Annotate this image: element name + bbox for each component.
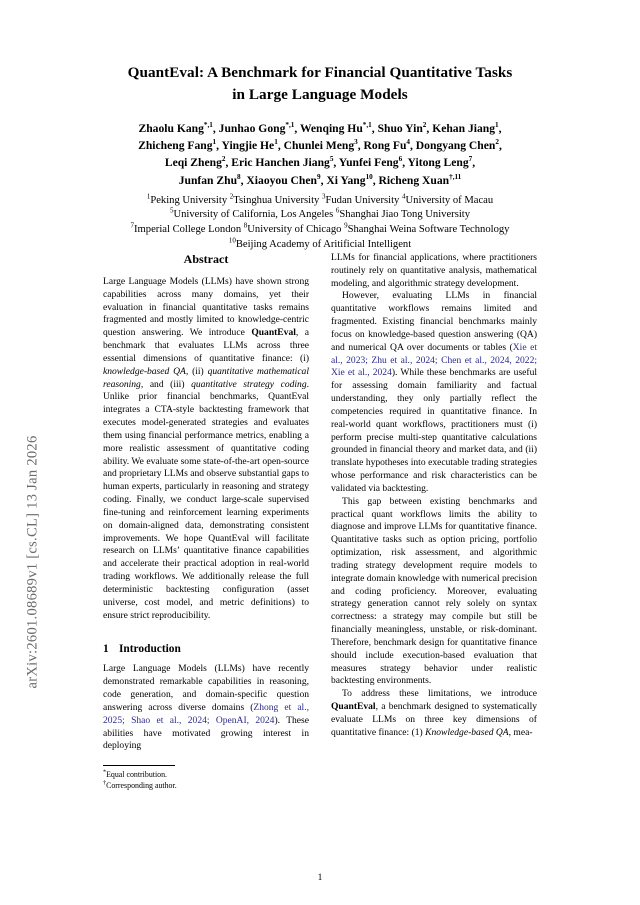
- section-heading-introduction: [103, 643, 309, 655]
- affiliation-line-1: $^1$Peking University $^2$Tsinghua University $^3$Fudan University $^4$University of Macau: [146, 192, 494, 206]
- intro-paragraph-1: Large Language Models (LLMs) have recently demonstrated remarkable capabilities in reasoning, code generation, and domain-specific question answering across diverse domains (Zhong et al., 2025; Shao et al., 2024; OpenAI, 2024). These abilities have motivated growing interest in deploying: [103, 663, 309, 752]
- title-block: [98, 62, 542, 105]
- page-number: 1: [317, 873, 323, 883]
- left-column: [103, 252, 309, 792]
- author-line-1: Zhaolu Kang$^{*,1}$, Junhao Gong$^{*,1}$, Wenqing $Hu^{*,1}$, Shuo Yin$^2$, Kehan Jiang$^1$,: [138, 121, 502, 136]
- footnote-equal-contribution: *Equal contribution.: [103, 768, 168, 780]
- abstract-heading: Abstract: [183, 252, 229, 266]
- section-number: 1: [103, 643, 109, 656]
- intro-paragraph-3: This gap between existing benchmarks and practical quant workflows limits the ability to diagnose and improve LLMs for quantitative finance. Quantitative tasks such as option pricing, portfolio optimization, risk assessment, and algorithmic trading strategy development require models to integrate domain knowledge with numerical precision and coding proficiency. Moreover, evaluating strategy generation cannot rely solely on syntax correctness: a strategy may compile but still be financially meaningless, unstable, or risk-dominant. Therefore, benchmark design for quantitative finance should include execution-based evaluation that measures strategy behavior under realistic backtesting environments.: [331, 495, 537, 687]
- affiliation-line-3: $^7$Imperial College London $^8$University of Chicago $^9$Shanghai Weina Software Technology: [130, 221, 510, 235]
- intro-paragraph-1-continued: LLMs for financial applications, where practitioners routinely rely on quantitative analysis, mathematical modeling, and algorithmic strategy development.: [331, 252, 537, 289]
- title-line-1: QuantEval: A Benchmark for Financial Quantitative Tasks: [127, 64, 513, 81]
- section-title: Introduction: [119, 643, 181, 656]
- author-line-3: Leqi Zheng$^2$, Eric Hanchen Jiang$^5$, Yunfei Feng$^6$, Yitong Leng$^7$,: [164, 155, 476, 170]
- affiliation-line-2: $^5$University of California, Los Angeles $^6$Shanghai Jiao Tong University: [169, 206, 470, 221]
- page-title: [98, 62, 542, 105]
- arxiv-identifier-stamp: arXiv:2601.08689v1 [cs.CL] 13 Jan 2026: [24, 435, 41, 689]
- footnote-separator: [103, 765, 175, 766]
- two-column-body: [0, 252, 640, 792]
- intro-paragraph-2: However, evaluating LLMs in financial quantitative workflows remains limited and fragmented. Existing financial benchmarks mainly focus on knowledge-based question answering (QA) and numerical QA over documents or tables (Xie et al., 2023; Zhu et al., 2024; Chen et al., 2024, 2022; Xie et al., 2024). While these benchmarks are useful for assessing domain familiarity and factual understanding, they only partially reflect the competencies required in quantitative finance. In real-world quant workflows, practitioners must (i) perform precise multi-step quantitative calculations grounded in financial theory and market data, and (ii) translate hypotheses into executable trading strategies whose performance and risk characteristics can be validated via backtesting.: [331, 290, 538, 494]
- author-list: [58, 120, 582, 189]
- intro-paragraph-4: To address these limitations, we introduce QuantEval, a benchmark designed to systematically evaluate LLMs on three key dimensions of quantitative finance: (1) Knowledge-based QA, mea-: [331, 688, 537, 738]
- title-line-2: in Large Language Models: [232, 85, 408, 103]
- abstract-text: Large Language Models (LLMs) have shown strong capabilities across many domains, yet their evaluation in financial quantitative tasks remains fragmented and mostly limited to knowledge-centric question answering. We introduce QuantEval, a benchmark that evaluates LLMs across three essential dimensions of quantitative finance: (i) knowledge-based QA, (ii) quantitative mathematical reasoning, and (iii) quantitative strategy coding. Unlike prior financial benchmarks, QuantEval integrates a CTA-style backtesting framework that executes model-generated strategies and evaluates them using financial performance metrics, enabling a more realistic assessment of quantitative coding ability. We evaluate some state-of-the-art open-source and proprietary LLMs and observe substantial gaps to human experts, particularly in reasoning and strategy coding. Finally, we conduct large-scale supervised fine-tuning and reinforcement learning experiments on domain-aligned data, demonstrating consistent improvements. We hope QuantEval will facilitate research on LLMs’ quantitative finance capabilities and accelerate their practical adoption in real-world trading workflows. We additionally release the full deterministic backtesting configuration (asset universe, cost model, and metric definitions) to ensure strict reproducibility.: [103, 276, 310, 621]
- author-line-2: Zhicheng Fang$^1$, Yingjie He$^1$, Chunlei Meng$^3$, Rong Fu$^4$, Dongyang Chen$^2$,: [138, 138, 502, 153]
- affiliation-list: [36, 194, 604, 252]
- right-column: [331, 252, 537, 792]
- author-line-4: Junfan Zhu$^8$, Xiaoyou Chen$^9$, Xi Yang$^{10}$, Richeng Xuan$^{\dagger,11}$: [178, 172, 462, 187]
- affiliation-line-4: $^{10}$Beijing Academy of Aritificial Intelligent: [228, 236, 412, 250]
- footnote-corresponding-author: †Corresponding author.: [103, 779, 177, 790]
